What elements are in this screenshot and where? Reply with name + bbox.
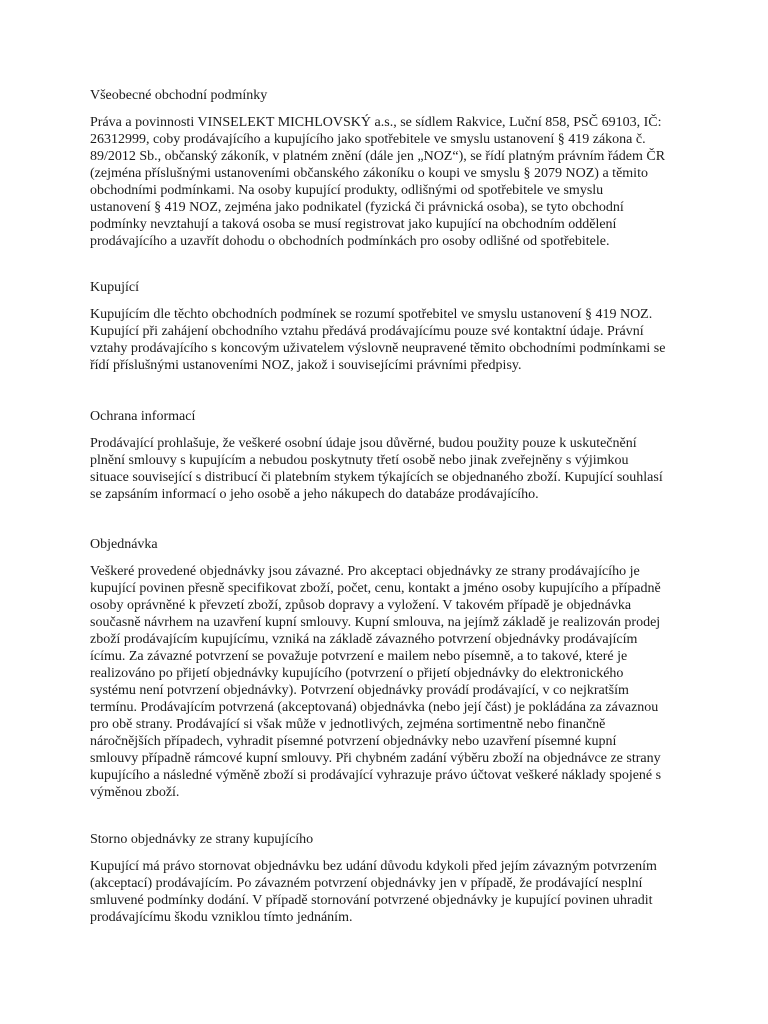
section-heading: Všeobecné obchodní podmínky [90,88,268,103]
section-heading: Objednávka [90,537,158,552]
section-heading: Kupující [90,280,139,295]
section-order [90,536,680,801]
section-buyer [90,279,680,374]
section-heading: Storno objednávky ze strany kupujícího [90,832,314,847]
section-paragraph: Kupujícím dle těchto obchodních podmínek se rozumí spotřebitel ve smyslu ustanovení § 419 NOZ. Kupující při zahájení obchodního vztahu předává prodávajícímu pouze své kontaktní údaje. Právní vztahy prodávajícího s koncovým uživatelem výslovně neupravené těmito obchodními podmínkami se řídí příslušnými ustanoveními NOZ, jakož i souvisejícími právními předpisy. [90,307,666,373]
section-heading: Ochrana informací [90,409,196,424]
section-paragraph: Kupující má právo stornovat objednávku bez udání důvodu kdykoli před jejím závazným potvrzením (akceptací) prodávajícím. Po závazném potvrzení objednávky jen v případě, že prodávající nesplní smluvené podmínky dodání. V případě stornování potvrzené objednávky je kupující povinen uhradit prodávajícímu škodu vzniklou tímto jednáním. [90,859,657,925]
section-paragraph: Práva a povinnosti VINSELEKT MICHLOVSKÝ a.s., se sídlem Rakvice, Luční 858, PSČ 69103, IČ: 26312999, coby prodávajícího a kupujícího jako spotřebitele ve smyslu ustanovení § 419 zákona č. 89/2012 Sb., občanský zákoník, v platném znění (dále jen „NOZ“), se řídí platným právním řádem ČR (zejména příslušnými ustanoveními občanského zákoníku o koupi ve smyslu § 2079 NOZ) a těmito obchodními podmínkami. Na osoby kupující produkty, odlišnými od spotřebitele ve smyslu ustanovení § 419 NOZ, zejména jako podnikatel (fyzická či právnická osoba), se tyto obchodní podmínky nevztahují a taková osoba se musí registrovat jako kupující na obchodním oddělení prodávajícího a uzavřít dohodu o obchodních podmínkách pro osoby odlišné od spotřebitele. [90,115,666,249]
section-information-protection [90,408,680,503]
section-order-cancellation [90,831,680,926]
section-paragraph: Veškeré provedené objednávky jsou závazné. Pro akceptaci objednávky ze strany prodávajícího je kupující povinen přesně specifikovat zboží, počet, cenu, kontakt a jméno osoby kupujícího a případně osoby oprávněné k převzetí zboží, způsob dopravy a vyložení. V takovém případě je objednávka současně návrhem na uzavření kupní smlouvy. Kupní smlouva, na jejímž základě je realizován prodej zboží prodávajícím kupujícímu, vzniká na základě závazného potvrzení objednávky prodávajícím ícímu. Za závazné potvrzení se považuje potvrzení e mailem nebo písemně, a to takové, které je realizováno po přijetí objednávky kupujícího (potvrzení o přijetí objednávky do elektronického systému není potvrzení objednávky). Potvrzení objednávky provádí prodávající, v co nejkratším termínu. Prodávajícím potvrzená (akceptovaná) objednávka (nebo její část) je pokládána za závaznou pro obě strany. Prodávající si však může v jednotlivých, zejména sortimentně nebo finančně náročnějších případech, vyhradit písemné potvrzení objednávky nebo uzavření písemné kupní smlouvy případně rámcové kupní smlouvy. Při chybném zadání výběru zboží na objednávce ze strany kupujícího a následné výměně zboží si prodávající vyhrazuje právo účtovat veškeré náklady spojené s výměnou zboží. [90,564,662,800]
section-paragraph: Prodávající prohlašuje, že veškeré osobní údaje jsou důvěrné, budou použity pouze k uskutečnění plnění smlouvy s kupujícím a nebudou poskytnuty třetí osobě nebo jinak zveřejněny s výjimkou situace související s distribucí či platebním stykem týkajících se objednaného zboží. Kupující souhlasí se zapsáním informací o jeho osobě a jeho nákupech do databáze prodávajícího. [90,436,663,502]
section-general-terms [90,87,680,250]
